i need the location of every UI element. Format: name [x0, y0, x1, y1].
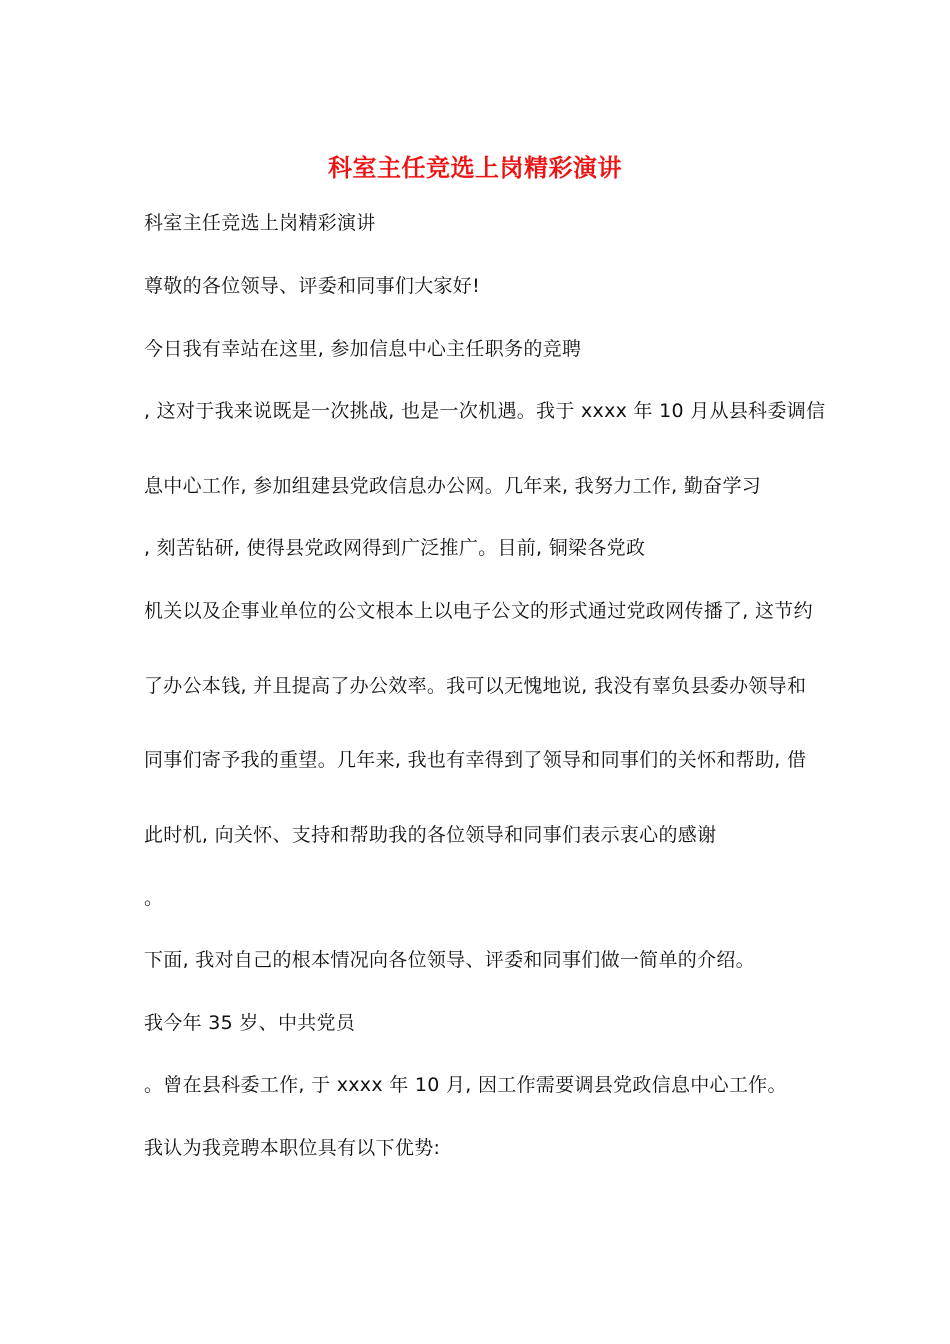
paragraph-line: 我今年 35 岁、中共党员	[144, 1012, 356, 1034]
paragraph-line: 今日我有幸站在这里, 参加信息中心主任职务的竞聘	[144, 338, 582, 360]
paragraph-line: 此时机, 向关怀、支持和帮助我的各位领导和同事们表示衷心的感谢	[144, 824, 717, 846]
document-title: 科室主任竞选上岗精彩演讲	[328, 154, 622, 182]
paragraph-line: 。曾在县科委工作, 于 xxxx 年 10 月, 因工作需要调县党政信息中心工作。	[144, 1074, 787, 1096]
paragraph-line: 科室主任竞选上岗精彩演讲	[144, 212, 376, 234]
paragraph-line: 尊敬的各位领导、评委和同事们大家好!	[144, 275, 481, 297]
paragraph-line: 机关以及企事业单位的公文根本上以电子公文的形式通过党政网传播了, 这节约	[144, 600, 813, 622]
paragraph-line: 息中心工作, 参加组建县党政信息办公网。几年来, 我努力工作, 勤奋学习	[144, 475, 762, 497]
paragraph-line: 。	[144, 887, 164, 909]
paragraph-line: , 这对于我来说既是一次挑战, 也是一次机遇。我于 xxxx 年 10 月从县科委调信	[144, 400, 826, 422]
paragraph-line: 同事们寄予我的重望。几年来, 我也有幸得到了领导和同事们的关怀和帮助, 借	[144, 749, 807, 771]
paragraph-line: 了办公本钱, 并且提高了办公效率。我可以无愧地说, 我没有辜负县委办领导和	[144, 675, 807, 697]
paragraph-line: 下面, 我对自己的根本情况向各位领导、评委和同事们做一简单的介绍。	[144, 949, 755, 971]
paragraph-line: 我认为我竞聘本职位具有以下优势:	[144, 1137, 441, 1159]
paragraph-line: , 刻苦钻研, 使得县党政网得到广泛推广。目前, 铜梁各党政	[144, 537, 646, 559]
